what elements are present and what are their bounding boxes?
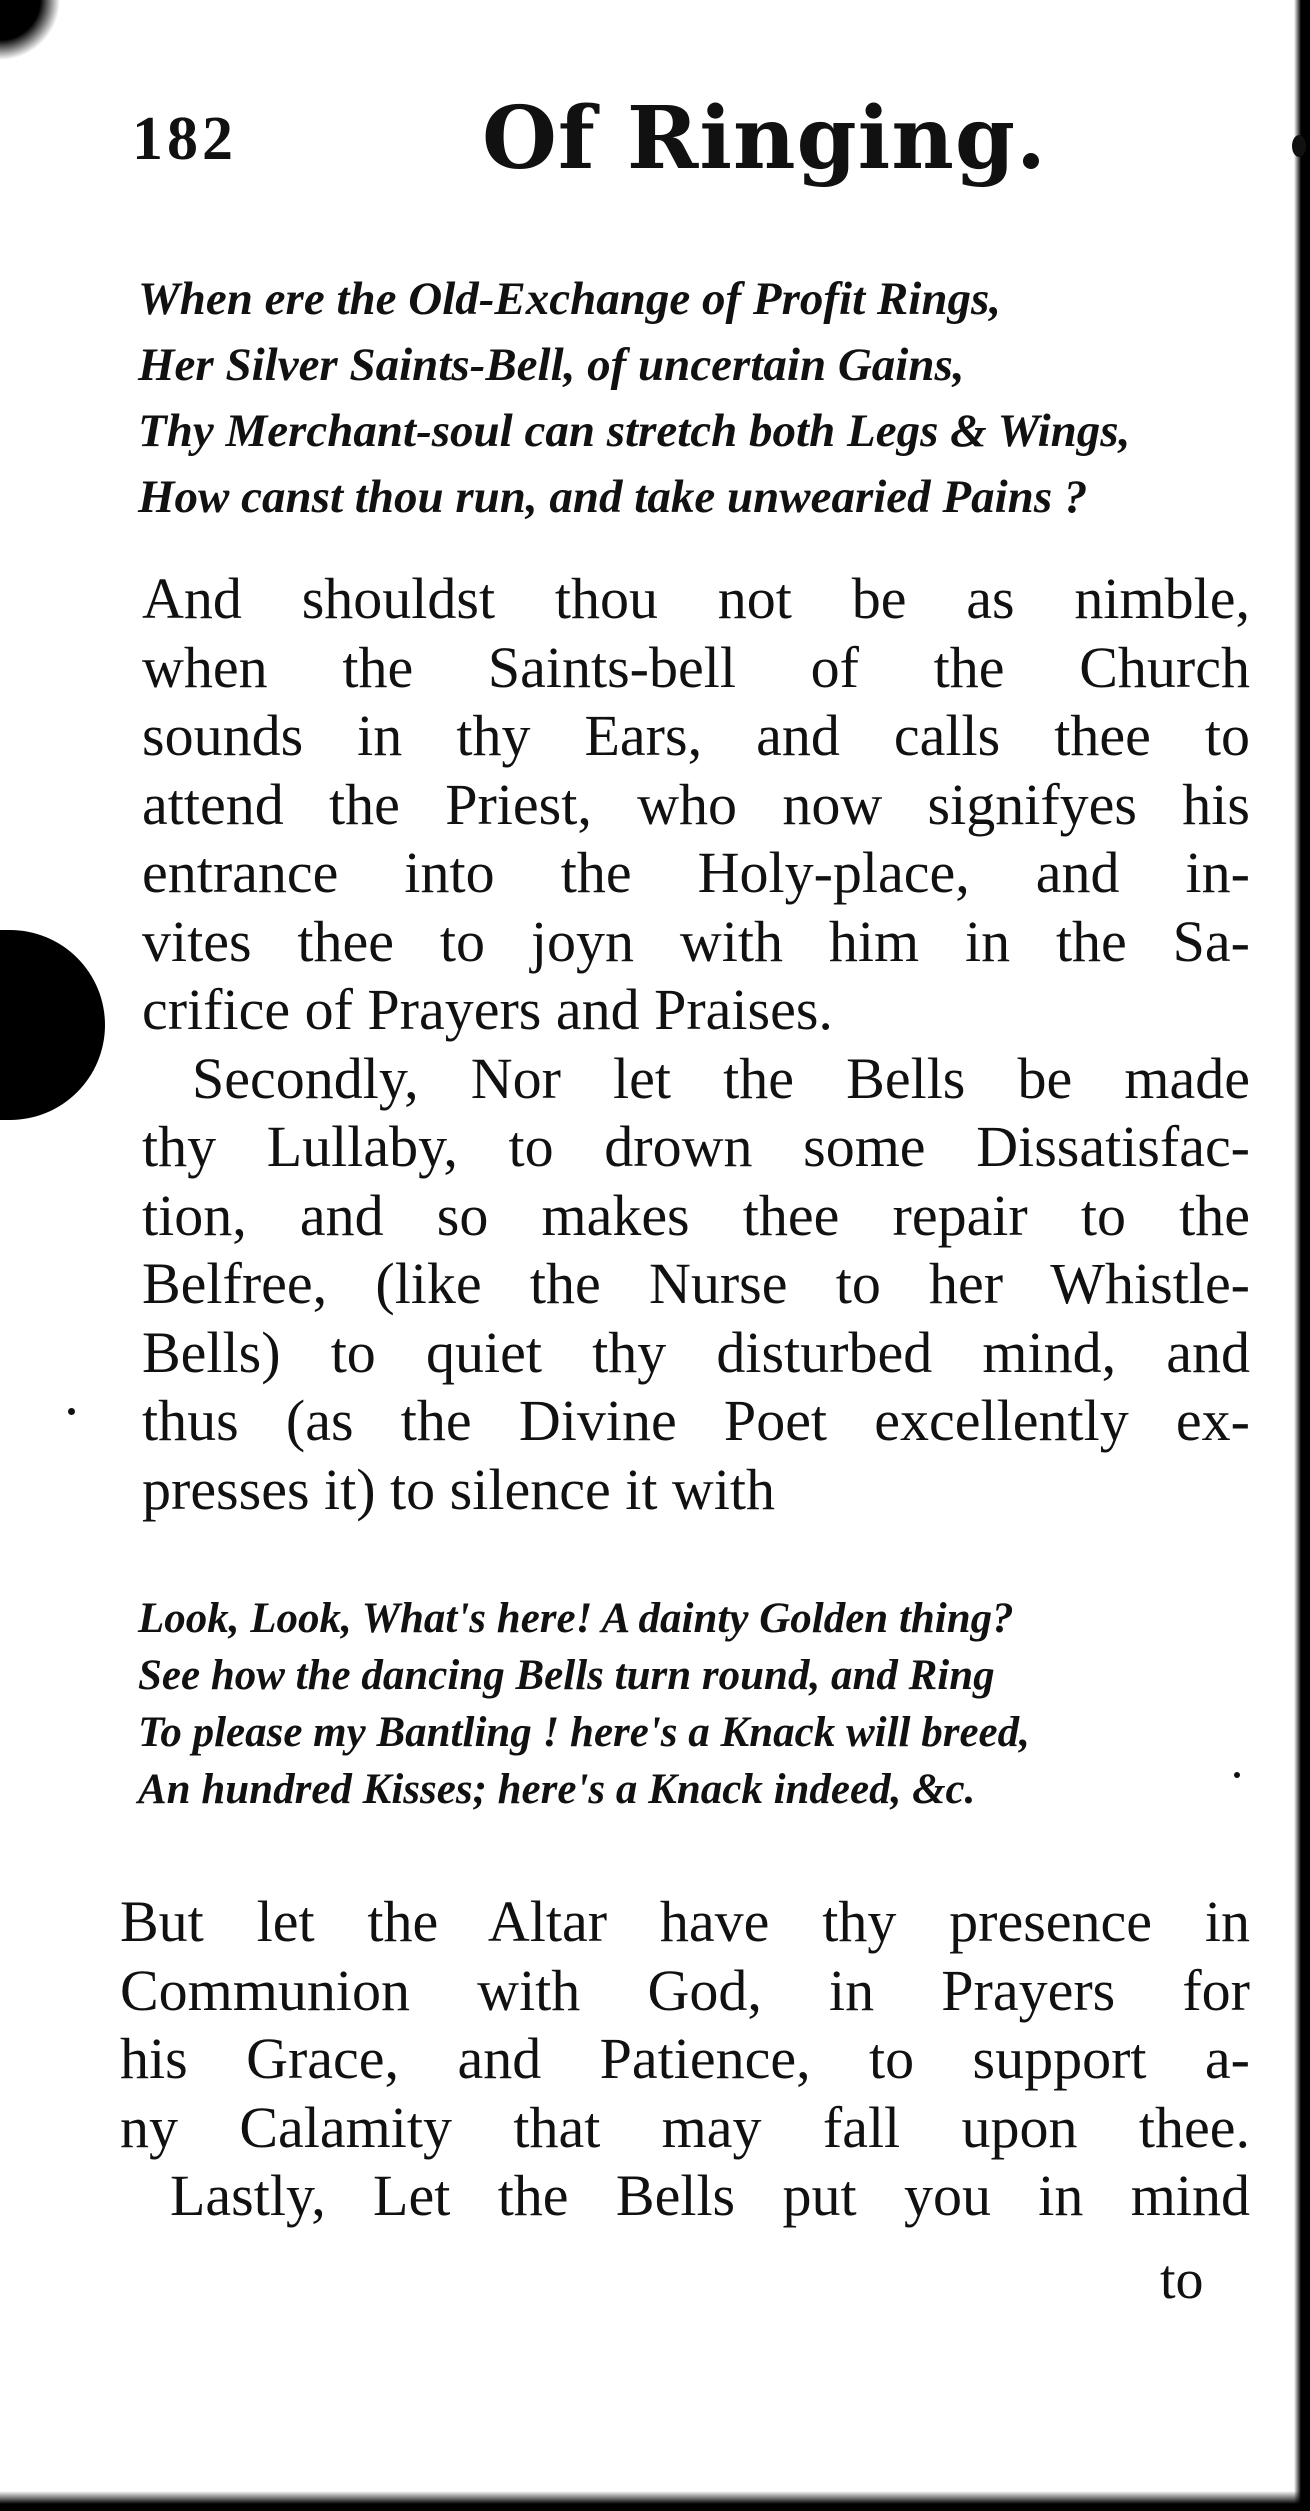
prose-paragraphs-1: [142, 565, 1250, 1524]
verse-line: How canst thou run, and take unwearied Pains ?: [138, 471, 1088, 523]
binding-hole-blot: [0, 930, 105, 1120]
text-line: sounds in thy Ears, and calls thee to: [142, 703, 1250, 768]
verse-line: To please my Bantling ! here's a Knack will breed,: [138, 1709, 1030, 1756]
text-line: attend the Priest, who now signifyes his: [142, 771, 1250, 837]
text-line: And shouldst thou not be as nimble,: [142, 566, 1250, 631]
text-line: presses it) to silence it with: [142, 1456, 776, 1522]
text-line: But let the Altar have thy presence in: [120, 1889, 1250, 1954]
text-line: ny Calamity that may fall upon thee.: [120, 2094, 1250, 2160]
verse-line: Look, Look, What's here! A dainty Golden thing?: [138, 1595, 1014, 1642]
text-line: Bells) to quiet thy disturbed mind, and: [142, 1319, 1250, 1385]
page-edge-shadow-top: [0, 0, 90, 80]
text-line: entrance into the Holy-place, and in-: [142, 840, 1250, 905]
running-head: Of Ringing.: [482, 88, 1047, 189]
verse-stanza-1: [138, 266, 1258, 530]
catchword: to: [1160, 2249, 1204, 2311]
verse-line: An hundred Kisses; here's a Knack indeed, &c.: [138, 1766, 976, 1813]
text-line: thus (as the Divine Poet excellently ex-: [142, 1388, 1250, 1453]
text-line: Secondly, Nor let the Bells be made: [192, 1045, 1250, 1111]
page-edge-shadow-right: [1294, 0, 1310, 2511]
ink-speck: [1292, 135, 1306, 157]
text-line: tion, and so makes thee repair to the: [142, 1182, 1250, 1248]
text-line: crifice of Prayers and Praises.: [142, 977, 833, 1042]
verse-line: See how the dancing Bells turn round, and Ring: [138, 1652, 995, 1699]
text-line: his Grace, and Patience, to support a-: [120, 2026, 1250, 2091]
verse-line: When ere the Old-Exchange of Profit Rings,: [138, 273, 1002, 325]
text-line: when the Saints-bell of the Church: [142, 634, 1250, 700]
prose-paragraphs-2: [120, 1888, 1250, 2231]
page-edge-shadow-bottom: [0, 2491, 1310, 2511]
verse-stanza-2: [138, 1590, 1258, 1818]
text-line: vites thee to joyn with him in the Sa-: [142, 908, 1250, 974]
ink-speck: [68, 1408, 75, 1415]
page-header: [122, 88, 1252, 198]
text-line: thy Lullaby, to drown some Dissatisfac-: [142, 1114, 1250, 1179]
text-line: Communion with God, in Prayers for: [120, 1957, 1250, 2023]
page-number: 182: [132, 105, 237, 173]
verse-line: Thy Merchant-soul can stretch both Legs & Wings,: [138, 405, 1131, 457]
text-line: Belfree, (like the Nurse to her Whistle-: [142, 1251, 1250, 1316]
verse-line: Her Silver Saints-Bell, of uncertain Gains,: [138, 339, 965, 391]
text-line: Lastly, Let the Bells put you in mind: [170, 2163, 1250, 2228]
